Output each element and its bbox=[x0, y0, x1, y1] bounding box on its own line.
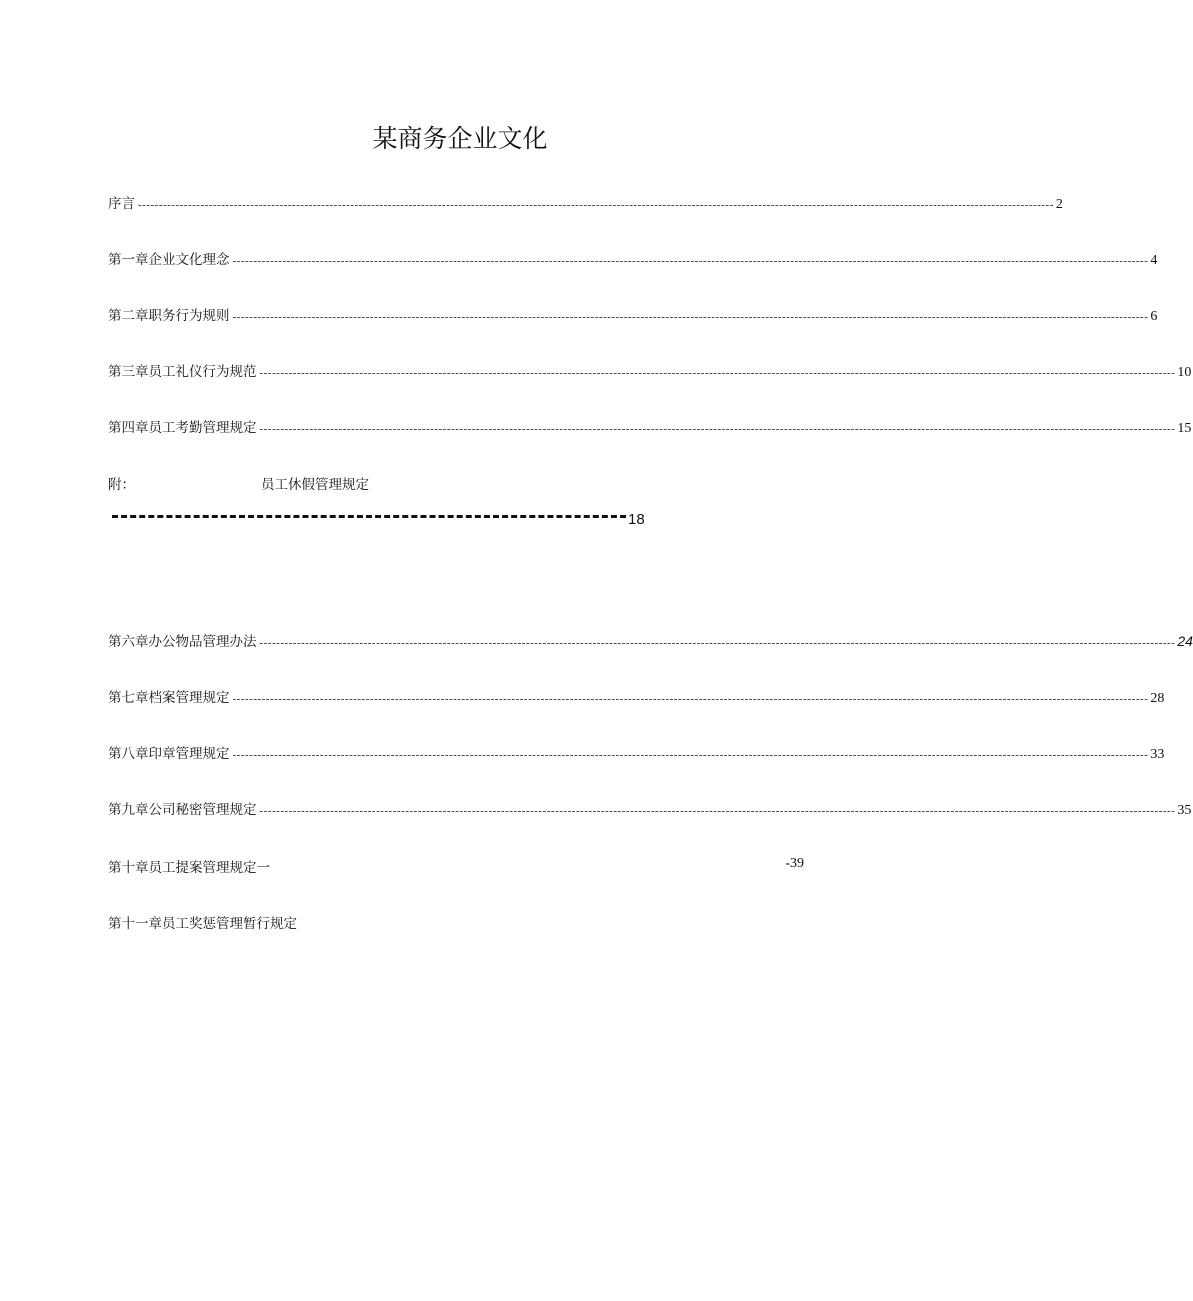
toc-entry-chapter-2[interactable] bbox=[108, 304, 1158, 326]
toc-entry-label: 第二章职务行为规则 bbox=[108, 308, 230, 324]
appendix-prefix: 附： bbox=[108, 477, 135, 493]
toc-entry-page: 24 bbox=[1177, 633, 1193, 649]
toc-leader-dashes: ---------------------------------------------------------------------------------------------------------------------------------------------------------------------------------------------------------------------------- bbox=[232, 693, 1149, 705]
toc-leader-dashes: ---------------------------------------------------------------------------------------------------------------------------------------------------------------------------------------------------------------------------- bbox=[259, 805, 1176, 817]
toc-leader-dashes: ---------------------------------------------------------------------------------------------------------------------------------------------------------------------------------------------------------------------------- bbox=[259, 367, 1176, 379]
toc-entry-label: 第三章员工礼仪行为规范 bbox=[108, 364, 257, 380]
toc-entry-chapter-10-page: -39 bbox=[785, 856, 804, 871]
toc-leader-dashes: ---------------------------------------------------------------------------------------------------------------------------------------------------------------------------------------------------------------------------- bbox=[232, 311, 1149, 323]
toc-leader-dashes: ---------------------------------------------------------------------------------------------------------------------------------------------------------------------------------------------------------------------------- bbox=[259, 423, 1176, 435]
toc-entry-label: 第一章企业文化理念 bbox=[108, 252, 230, 268]
toc-entry-preface[interactable] bbox=[108, 192, 1063, 214]
toc-entry-page: 35 bbox=[1177, 803, 1192, 818]
document-title: 某商务企业文化 bbox=[372, 124, 548, 153]
toc-leader-dashes: ---------------------------------------------------------------------------------------------------------------------------------------------------------------------------------------------------------------------------- bbox=[259, 637, 1176, 649]
toc-entry-chapter-11[interactable]: 第十一章员工奖惩管理暂行规定 bbox=[108, 916, 297, 932]
toc-entry-page: 4 bbox=[1150, 253, 1158, 268]
toc-entry-chapter-1[interactable] bbox=[108, 248, 1158, 270]
toc-entry-page: 28 bbox=[1150, 691, 1165, 706]
toc-entry-chapter-3[interactable] bbox=[108, 360, 1192, 382]
toc-entry-chapter-8[interactable] bbox=[108, 742, 1165, 764]
toc-entry-chapter-10[interactable]: 第十章员工提案管理规定一 bbox=[108, 860, 270, 876]
toc-entry-chapter-6[interactable] bbox=[108, 630, 1193, 652]
toc-entry-label: 第四章员工考勤管理规定 bbox=[108, 420, 257, 436]
toc-entry-page: 33 bbox=[1150, 747, 1165, 762]
toc-entry-page: 15 bbox=[1177, 421, 1192, 436]
toc-entry-label: 第八章印章管理规定 bbox=[108, 746, 230, 762]
toc-entry-chapter-9[interactable] bbox=[108, 798, 1192, 820]
appendix-title[interactable]: 员工休假管理规定 bbox=[261, 477, 369, 493]
toc-entry-page: 10 bbox=[1177, 365, 1192, 380]
toc-entry-label: 第九章公司秘密管理规定 bbox=[108, 802, 257, 818]
toc-leader-dashes: ---------------------------------------------------------------------------------------------------------------------------------------------------------------------------------------------------------------------------- bbox=[138, 199, 1054, 211]
appendix-leader-row bbox=[112, 511, 645, 528]
toc-entry-label: 第七章档案管理规定 bbox=[108, 690, 230, 706]
toc-leader-dashes: ---------------------------------------------------------------------------------------------------------------------------------------------------------------------------------------------------------------------------- bbox=[232, 749, 1149, 761]
appendix-page: 18 bbox=[628, 511, 645, 528]
toc-leader-dashes: ---------------------------------------------------------------------------------------------------------------------------------------------------------------------------------------------------------------------------- bbox=[232, 255, 1149, 267]
toc-entry-label: 序言 bbox=[108, 196, 135, 212]
appendix-bold-dashes bbox=[112, 515, 626, 518]
toc-entry-page: 6 bbox=[1150, 309, 1158, 324]
toc-entry-label: 第六章办公物品管理办法 bbox=[108, 634, 257, 650]
toc-entry-page: 2 bbox=[1055, 197, 1063, 212]
toc-entry-chapter-4[interactable] bbox=[108, 416, 1192, 438]
toc-entry-chapter-7[interactable] bbox=[108, 686, 1165, 708]
